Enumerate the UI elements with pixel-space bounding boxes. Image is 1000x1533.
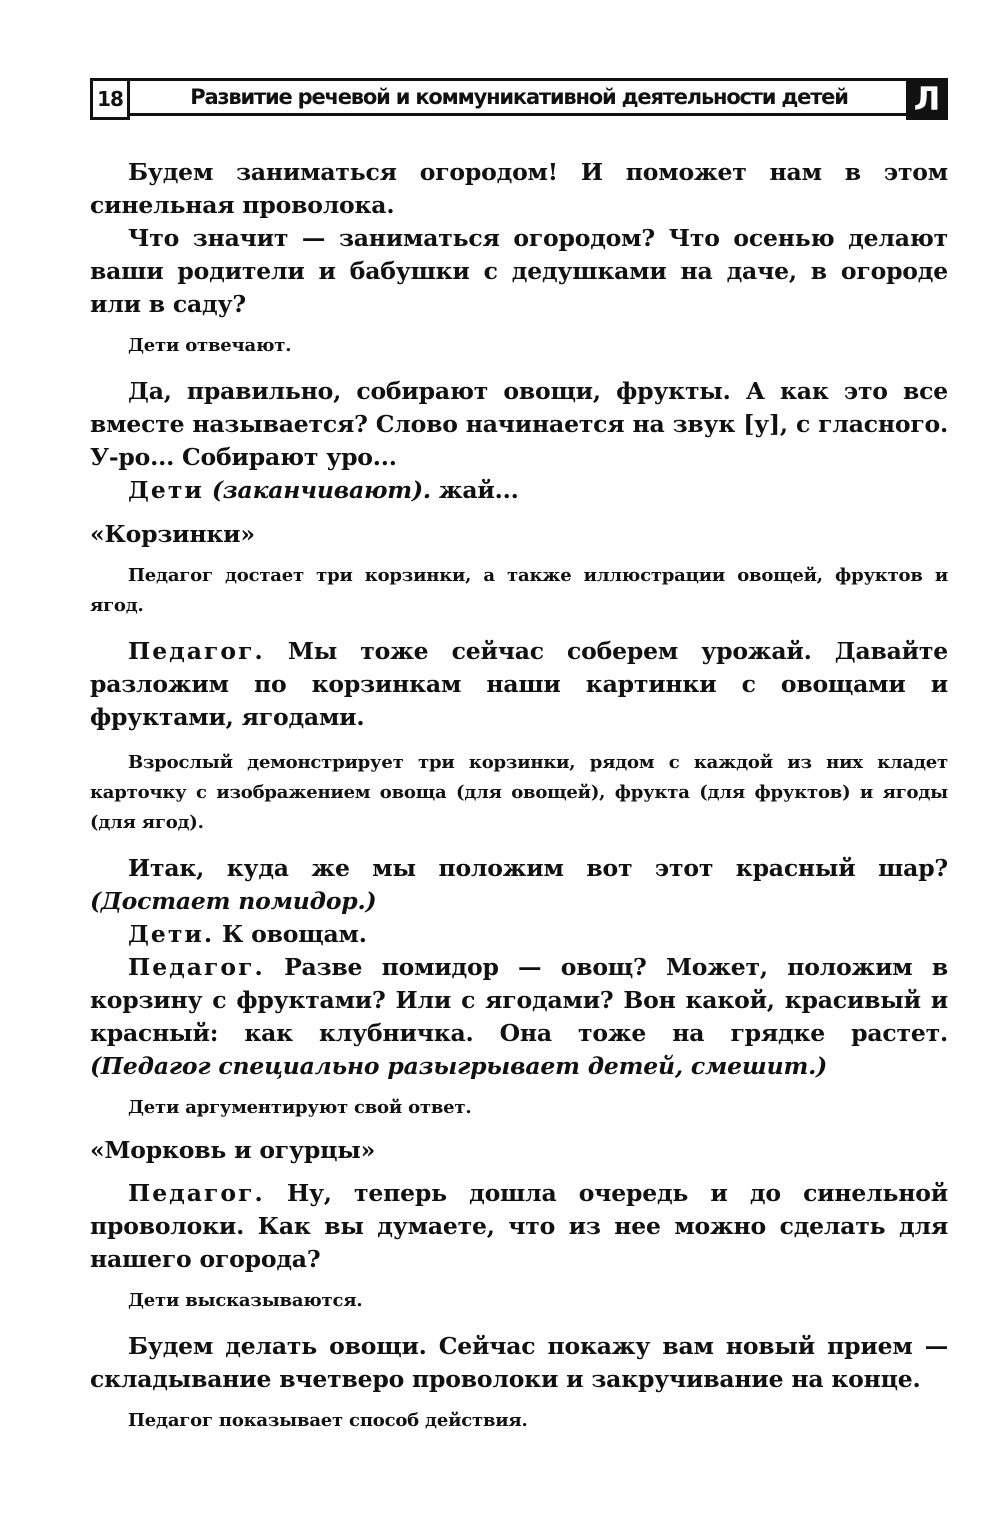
dialogue-text: жай... xyxy=(438,476,519,504)
paragraph: Будем заниматься огородом! И поможет нам в этом синельная проволока. xyxy=(90,158,948,219)
page-header xyxy=(90,78,948,120)
stage-direction: Педагог достает три корзинки, а также иллюстрации овощей, фруктов и ягод. xyxy=(90,565,948,616)
dialogue-line xyxy=(90,1177,948,1276)
speaker-label: Дети. xyxy=(128,920,215,948)
page-number: 18 xyxy=(90,78,130,120)
stage-remark: (Педагог специально разыгрывает детей, смешит.) xyxy=(90,1052,828,1080)
stage-direction: Педагог показывает способ действия. xyxy=(128,1410,528,1431)
page-body xyxy=(90,156,948,1436)
paragraph: Да, правильно, собирают овощи, фрукты. А как это все вместе называется? Слово начинается на звук [у], с гласного. У-ро... Собирают уро... xyxy=(90,377,948,471)
dialogue-line xyxy=(90,918,948,951)
stage-remark: (Достает помидор.) xyxy=(90,887,377,915)
running-title: Развитие речевой и коммуникативной деятельности детей xyxy=(190,85,848,109)
section-letter-badge: Л xyxy=(906,78,948,120)
paragraph: Будем делать овощи. Сейчас покажу вам новый прием — складывание вчетверо проволоки и закручивание на конце. xyxy=(90,1332,948,1393)
dialogue-text: Мы тоже сейчас соберем урожай. Давайте разложим по корзинкам наши картинки с овощами и фруктами, ягодами. xyxy=(90,637,949,731)
dialogue-line xyxy=(90,635,948,734)
dialogue-text: Ну, теперь дошла очередь и до синельной проволоки. Как вы думаете, что из нее можно сделать для нашего огорода? xyxy=(90,1179,948,1273)
section-heading: «Морковь и огурцы» xyxy=(90,1136,376,1164)
stage-direction: Взрослый демонстрирует три корзинки, рядом с каждой из них кладет карточку с изображением овоща (для овощей), фрукта (для фруктов) и ягоды (для ягод). xyxy=(90,752,948,833)
stage-direction: Дети высказываются. xyxy=(128,1290,363,1311)
stage-direction: Дети аргументируют свой ответ. xyxy=(128,1097,472,1118)
dialogue-line xyxy=(90,852,948,918)
dialogue-text: Итак, куда же мы положим вот этот красный шар? xyxy=(128,854,948,882)
dialogue-text: Разве помидор — овощ? Может, положим в корзину с фруктами? Или с ягодами? Вон какой, красивый и красный: как клубничка. Она тоже на грядке растет. xyxy=(90,953,949,1047)
dialogue-text: К овощам. xyxy=(222,920,367,948)
speaker-label: Педагог. xyxy=(128,1179,265,1207)
paragraph: Что значит — заниматься огородом? Что осенью делают ваши родители и бабушки с дедушками на даче, в огороде или в саду? xyxy=(90,224,948,318)
dialogue-line xyxy=(90,474,948,507)
stage-direction: Дети отвечают. xyxy=(128,335,292,356)
section-heading: «Корзинки» xyxy=(90,520,255,548)
dialogue-line xyxy=(90,951,948,1083)
stage-remark: (заканчивают). xyxy=(211,476,431,504)
speaker-label: Дети xyxy=(128,476,204,504)
speaker-label: Педагог. xyxy=(128,953,265,981)
speaker-label: Педагог. xyxy=(128,637,265,665)
